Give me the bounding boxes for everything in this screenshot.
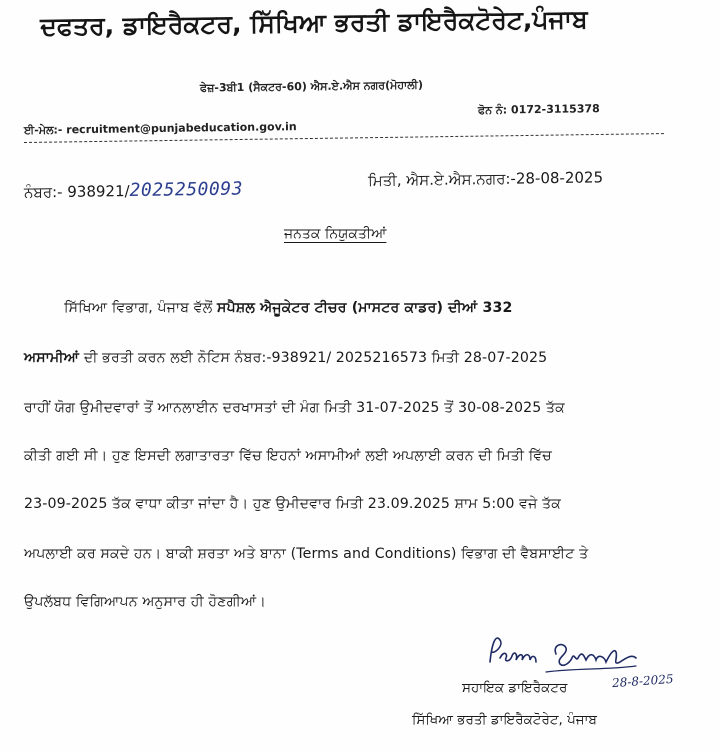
letterhead-email: ਈ-ਮੇਲ:- recruitment@punjabeducation.gov.in [23,120,297,137]
body-line-1-text: ਸਿੱਖਿਆ ਵਿਭਾਗ, ਪੰਜਾਬ ਵੱਲੋਂ [64,300,218,316]
body-line-2-bold: ਅਸਾਮੀਆਂ [24,350,80,366]
signature-image [486,632,656,676]
signed-date: 28-8-2025 [611,671,674,691]
body-line-6: ਅਪਲਾਈ ਕਰ ਸਕਦੇ ਹਨ। ਬਾਕੀ ਸ਼ਰਤਾ ਅਤੇ ਬਾਨਾ (Terms and Conditions) ਵਿਭਾਗ ਦੀ ਵੈਬਸਾਈਟ ਤੇ [24,546,589,562]
subject-heading: ਜਨਤਕ ਨਿਯੁਕਤੀਆਂ [284,226,387,242]
body-line-1 [64,300,512,316]
reference-number-label: ਨੰਬਰ:- 938921/ [23,182,130,202]
body-line-5: 23-09-2025 ਤੱਕ ਵਾਧਾ ਕੀਤਾ ਜਾਂਦਾ ਹੈ। ਹੁਣ ਉਮੀਦਵਾਰ ਮਿਤੀ 23.09.2025 ਸ਼ਾਮ 5:00 ਵਜੇ ਤੱਕ [24,496,562,512]
body-line-2-text: ਦੀ ਭਰਤੀ ਕਰਨ ਲਈ ਨੋਟਿਸ ਨੰਬਰ:-938921/ 2025216573 ਮਿਤੀ 28-07-2025 [79,350,548,366]
body-line-4: ਕੀਤੀ ਗਈ ਸੀ। ਹੁਣ ਇਸਦੀ ਲਗਾਤਾਰਤਾ ਵਿੱਚ ਇਹਨਾਂ ਅਸਾਮੀਆਂ ਲਈ ਅਪਲਾਈ ਕਰਨ ਦੀ ਮਿਤੀ ਵਿੱਚ [24,448,552,464]
letterhead-phone: ਫੋਨ ਨੰ: 0172-3115378 [477,102,600,117]
body-line-7: ਉਪਲੱਬਧ ਵਿਗਿਆਪਨ ਅਨੁਸਾਰ ਹੀ ਹੋਣਗੀਆਂ। [24,594,267,610]
signatory-designation: ਸਹਾਇਕ ਡਾਇਰੈਕਟਰ [462,680,568,696]
letterhead-address: ਫੇਜ਼-3ਬੀ1 (ਸੈਕਟਰ-60) ਐਸ.ਏ.ਐਸ ਨਗਰ(ਮੋਹਾਲੀ) [199,78,424,95]
body-line-3: ਰਾਹੀਂ ਯੋਗ ਉਮੀਦਵਾਰਾਂ ਤੋਂ ਆਨਲਾਈਨ ਦਰਖਾਸਤਾਂ ਦੀ ਮੰਗ ਮਿਤੀ 31-07-2025 ਤੋਂ 30-08-2025 ਤੱਕ [24,400,565,416]
signatory-office: ਸਿੱਖਿਆ ਭਰਤੀ ਡਾਇਰੈਕਟੋਰੇਟ, ਪੰਜਾਬ [412,712,597,728]
body-line-2 [24,350,547,366]
reference-number [24,178,243,202]
reference-date: ਮਿਤੀ, ਐਸ.ਏ.ਐਸ.ਨਗਰ:-28-08-2025 [367,168,604,190]
body-line-1-bold: ਸਪੈਸ਼ਲ ਐਜੂਕੇਟਰ ਟੀਚਰ (ਮਾਸਟਰ ਕਾਡਰ) ਦੀਆਂ 332 [217,300,513,316]
reference-number-handwritten: 2025250093 [129,178,244,202]
letterhead-title: ਦਫਤਰ, ਡਾਇਰੈਕਟਰ, ਸਿੱਖਿਆ ਭਰਤੀ ਡਾਇਰੈਕਟੋਰੇਟ,ਪੰਜਾਬ [40,4,588,41]
